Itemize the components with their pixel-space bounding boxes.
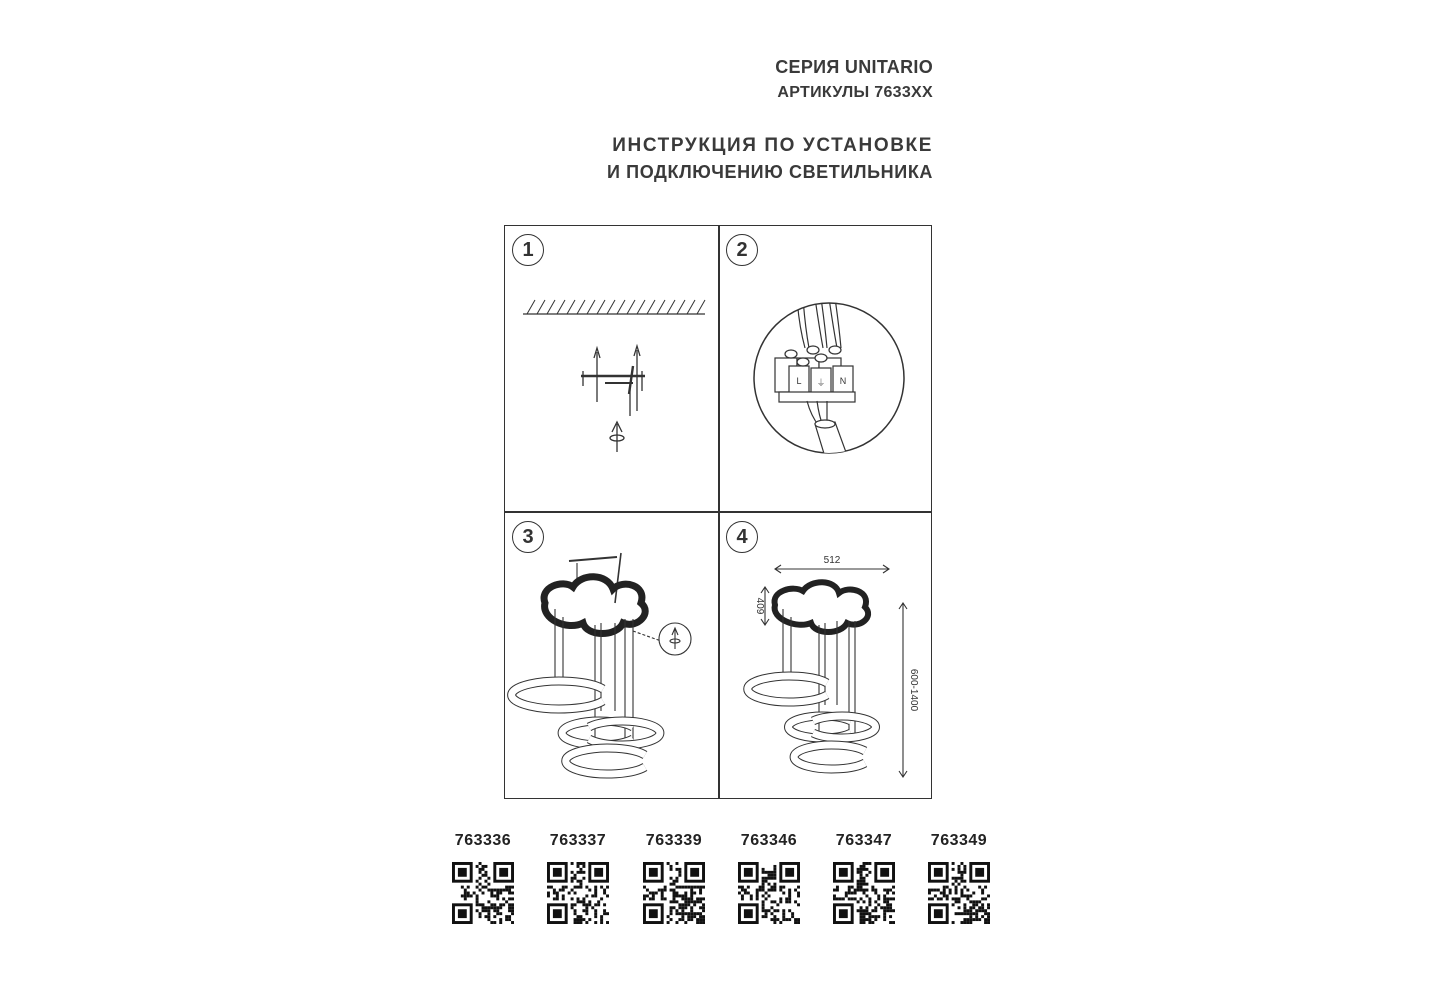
terminal-label-n: N [839, 376, 847, 386]
step-number-1: 1 [512, 234, 544, 266]
qr-code-icon[interactable] [547, 862, 609, 924]
step-number-3: 3 [512, 521, 544, 553]
instruction-title-line1: ИНСТРУКЦИЯ ПО УСТАНОВКЕ [612, 135, 933, 156]
luminaire-dimensions-illustration [719, 513, 932, 798]
qr-code-icon[interactable] [738, 862, 800, 924]
article-code: 763346 [740, 832, 798, 849]
article-code: 763349 [930, 832, 988, 849]
article-item [639, 832, 709, 929]
qr-code-icon[interactable] [643, 862, 705, 924]
panel-step-2 [719, 226, 932, 511]
article-code: 763336 [454, 832, 512, 849]
article-item [924, 832, 994, 929]
article-code: 763339 [645, 832, 703, 849]
step-number-4: 4 [726, 521, 758, 553]
terminal-label-ground: ⏚ [816, 378, 826, 388]
dimension-width: 512 [823, 555, 841, 566]
qr-code-icon[interactable] [452, 862, 514, 924]
article-item [448, 832, 518, 929]
article-item [829, 832, 899, 929]
articles-subtitle: АРТИКУЛЫ 7633XX [777, 84, 933, 101]
ceiling-mount-illustration [505, 226, 718, 511]
qr-code-icon[interactable] [833, 862, 895, 924]
dimension-length: 600-1400 [908, 668, 919, 712]
panel-step-3 [505, 513, 718, 798]
luminaire-assembly-illustration [505, 513, 718, 798]
qr-code-icon[interactable] [928, 862, 990, 924]
step-number-2: 2 [726, 234, 758, 266]
article-codes-row [448, 832, 992, 932]
dimension-height: 409 [754, 597, 765, 615]
terminal-block-illustration [719, 226, 932, 511]
instruction-grid [504, 225, 932, 799]
article-code: 763347 [835, 832, 893, 849]
panel-step-1 [505, 226, 718, 511]
article-item [543, 832, 613, 929]
terminal-label-l: L [796, 376, 802, 386]
article-item [734, 832, 804, 929]
series-title: СЕРИЯ UNITARIO [775, 57, 933, 77]
instruction-title-line2: И ПОДКЛЮЧЕНИЮ СВЕТИЛЬНИКА [607, 162, 933, 182]
panel-step-4 [719, 513, 932, 798]
article-code: 763337 [549, 832, 607, 849]
